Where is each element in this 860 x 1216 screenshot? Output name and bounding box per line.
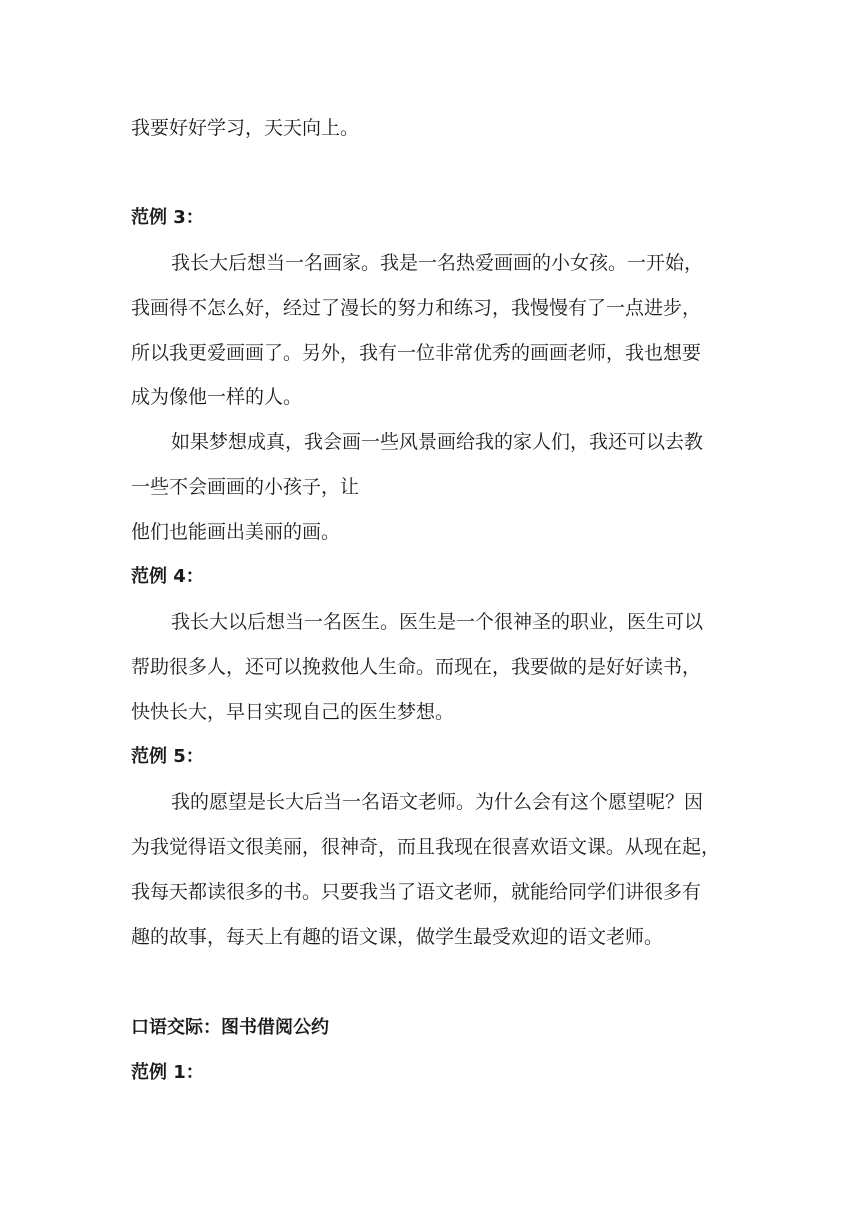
paragraph-line: 如果梦想成真，我会画一些风景画给我的家人们，我还可以去教	[171, 431, 704, 453]
paragraph-line: 所以我更爱画画了。另外，我有一位非常优秀的画画老师，我也想要	[131, 342, 702, 364]
paragraph-line: 成为像他一样的人。	[131, 386, 303, 408]
paragraph-line: 一些不会画画的小孩子，让	[131, 476, 360, 498]
paragraph-line: 我画得不怎么好，经过了漫长的努力和练习，我慢慢有了一点进步，	[131, 297, 702, 319]
section-heading: 口语交际：图书借阅公约	[131, 1017, 329, 1038]
paragraph-line: 他们也能画出美丽的画。	[131, 521, 341, 543]
example-4-heading: 范例 4：	[131, 566, 204, 587]
paragraph-line: 我的愿望是长大后当一名语文老师。为什么会有这个愿望呢？因	[171, 791, 704, 813]
example-5-heading: 范例 5：	[131, 746, 204, 767]
example-3-heading: 范例 3：	[131, 207, 204, 228]
paragraph-line: 我长大后想当一名画家。我是一名热爱画画的小女孩。一开始，	[171, 252, 704, 274]
paragraph-line: 我每天都读很多的书。只要我当了语文老师，就能给同学们讲很多有	[131, 881, 702, 903]
paragraph-line: 快快长大，早日实现自己的医生梦想。	[131, 701, 455, 723]
paragraph-line: 趣的故事，每天上有趣的语文课，做学生最受欢迎的语文老师。	[131, 926, 664, 948]
paragraph-line: 为我觉得语文很美丽，很神奇，而且我现在很喜欢语文课。从现在起，	[131, 836, 721, 858]
paragraph-line: 我长大以后想当一名医生。医生是一个很神圣的职业，医生可以	[171, 611, 704, 633]
closing-sentence: 我要好好学习，天天向上。	[131, 117, 360, 139]
paragraph-line: 帮助很多人，还可以挽救他人生命。而现在，我要做的是好好读书，	[131, 656, 702, 678]
example-1-heading: 范例 1：	[131, 1062, 204, 1083]
